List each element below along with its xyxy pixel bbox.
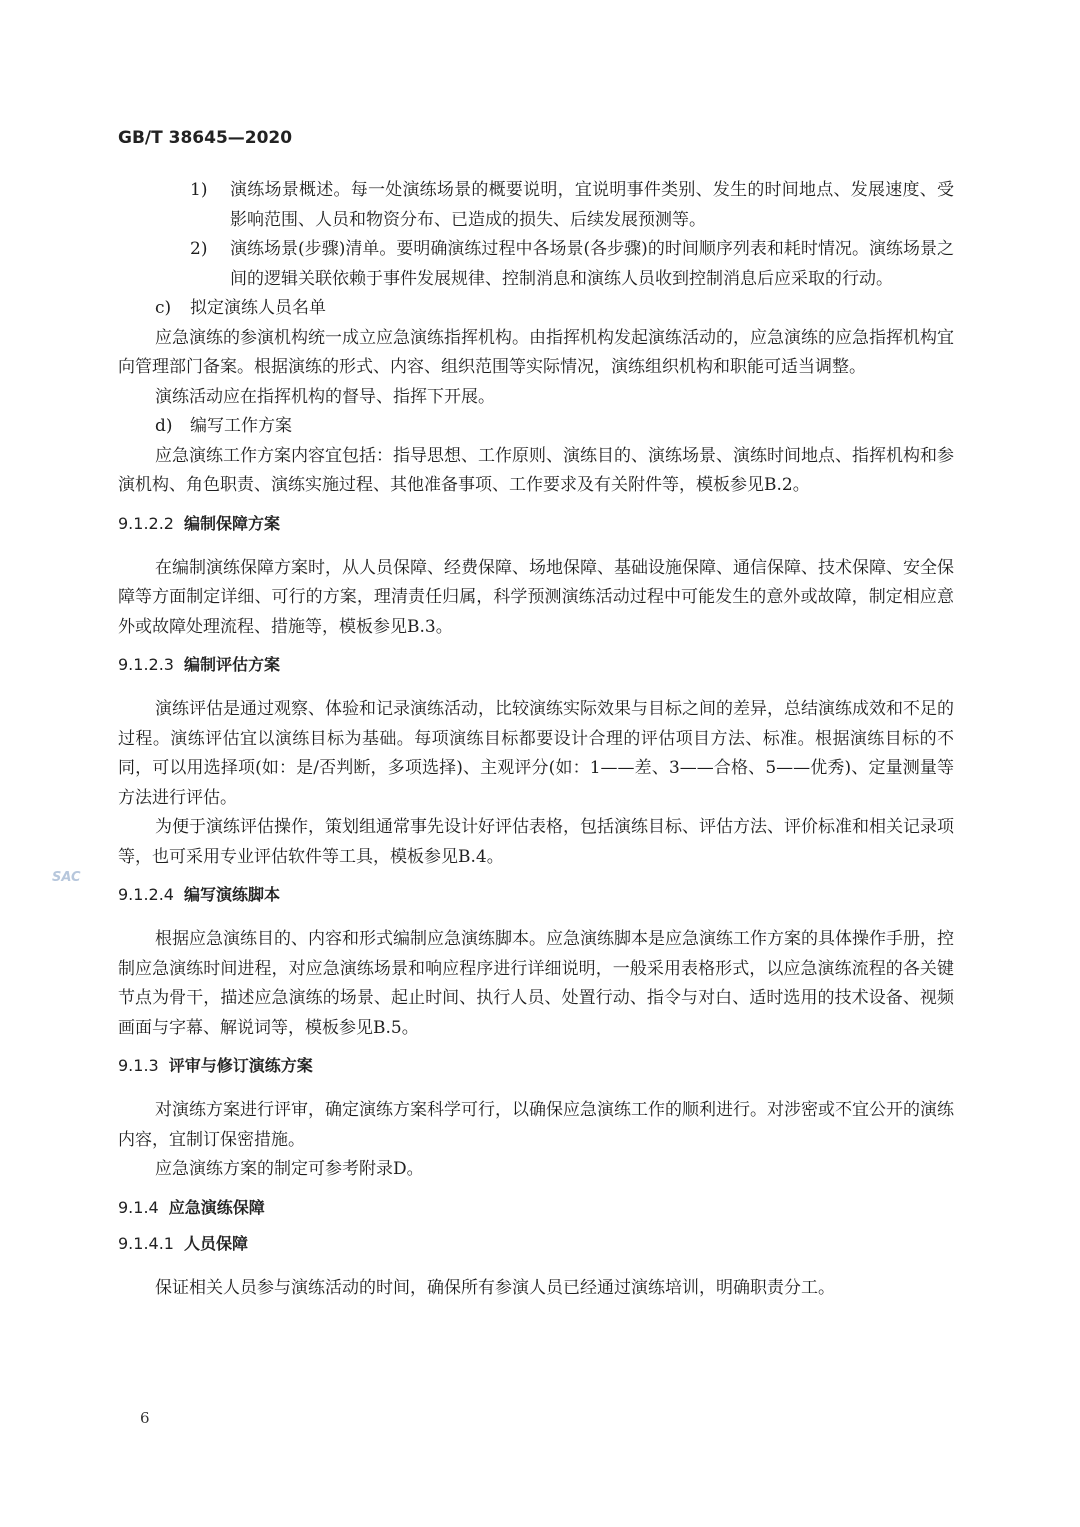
standard-number: GB/T 38645—2020 (118, 128, 293, 148)
paragraph: 在编制演练保障方案时，从人员保障、经费保障、场地保障、基础设施保障、通信保障、技术保障、安全保障等方面制定详细、可行的方案，理清责任归属，科学预测演练活动过程中可能发生的意外或故障，制定相应意外或故障处理流程、措施等，模板参见B.3。 (118, 557, 954, 637)
item-label: d) (155, 416, 173, 436)
section-heading (118, 652, 954, 678)
section-title: 应急演练保障 (168, 1197, 265, 1217)
page-number: 6 (140, 1409, 150, 1427)
section-number: 9.1.2.3 (118, 655, 174, 674)
paragraph: 应急演练工作方案内容宜包括：指导思想、工作原则、演练目的、演练场景、演练时间地点、指挥机构和参演机构、角色职责、演练实施过程、其他准备事项、工作要求及有关附件等，模板参见B.2。 (118, 445, 954, 495)
item-number: 1) (190, 180, 208, 200)
section-number: 9.1.4 (118, 1197, 159, 1217)
item-text: 演练场景(步骤)清单。要明确演练过程中各场景(各步骤)的时间顺序列表和耗时情况。演练场景之间的逻辑关联依赖于事件发展规律、控制消息和演练人员收到控制消息后应采取的行动。 (230, 239, 954, 289)
section-title: 编制评估方案 (183, 655, 280, 674)
section-number: 9.1.2.2 (118, 513, 174, 533)
item-text: 编写工作方案 (190, 416, 292, 436)
section-title: 编制保障方案 (183, 513, 280, 533)
section-heading (118, 882, 954, 908)
item-text: 演练场景概述。每一处演练场景的概要说明，宜说明事件类别、发生的时间地点、发展速度、受影响范围、人员和物资分布、已造成的损失、后续发展预测等。 (230, 180, 954, 230)
paragraph: 为便于演练评估操作，策划组通常事先设计好评估表格，包括演练目标、评估方法、评价标准和相关记录项等，也可采用专业评估软件等工具，模板参见B.4。 (118, 817, 954, 867)
item-number: 2) (190, 239, 208, 259)
numbered-item (118, 176, 954, 235)
item-text: 拟定演练人员名单 (190, 298, 326, 318)
lettered-item (118, 412, 954, 442)
section-heading (118, 1231, 954, 1257)
section-number: 9.1.2.4 (118, 885, 174, 904)
document-body (118, 176, 954, 1303)
paragraph: 演练活动应在指挥机构的督导、指挥下开展。 (155, 386, 495, 407)
paragraph: 保证相关人员参与演练活动的时间，确保所有参演人员已经通过演练培训，明确职责分工。 (155, 1277, 835, 1298)
paragraph: 根据应急演练目的、内容和形式编制应急演练脚本。应急演练脚本是应急演练工作方案的具体操作手册，控制应急演练时间进程，对应急演练场景和响应程序进行详细说明，一般采用表格形式，以应急演练流程的各关键节点为骨干，描述应急演练的场景、起止时间、执行人员、处置行动、指令与对白、适时选用的技术设备、视频画面与字幕、解说词等，模板参见B.5。 (118, 929, 954, 1038)
sac-watermark: SAC (52, 870, 81, 885)
section-number: 9.1.3 (118, 1056, 159, 1075)
lettered-item (118, 294, 954, 324)
section-heading (118, 511, 954, 537)
paragraph: 对演练方案进行评审，确定演练方案科学可行，以确保应急演练工作的顺利进行。对涉密或不宜公开的演练内容，宜制订保密措施。 (118, 1100, 954, 1150)
section-heading (118, 1053, 954, 1079)
section-heading (118, 1195, 954, 1221)
section-number: 9.1.4.1 (118, 1233, 174, 1253)
section-title: 编写演练脚本 (183, 885, 280, 904)
section-title: 人员保障 (183, 1233, 248, 1253)
item-label: c) (155, 298, 172, 318)
paragraph: 应急演练方案的制定可参考附录D。 (155, 1159, 424, 1179)
paragraph: 演练评估是通过观察、体验和记录演练活动，比较演练实际效果与目标之间的差异，总结演练成效和不足的过程。演练评估宜以演练目标为基础。每项演练目标都要设计合理的评估项目方法、标准。根据演练目标的不同，可以用选择项(如：是/否判断，多项选择)、主观评分(如：1——差、3——合格、5——优秀)、定量测量等方法进行评估。 (118, 699, 954, 808)
numbered-item (118, 235, 954, 294)
paragraph: 应急演练的参演机构统一成立应急演练指挥机构。由指挥机构发起演练活动的，应急演练的应急指挥机构宜向管理部门备案。根据演练的形式、内容、组织范围等实际情况，演练组织机构和职能可适当调整。 (118, 327, 954, 377)
section-title: 评审与修订演练方案 (168, 1056, 313, 1075)
